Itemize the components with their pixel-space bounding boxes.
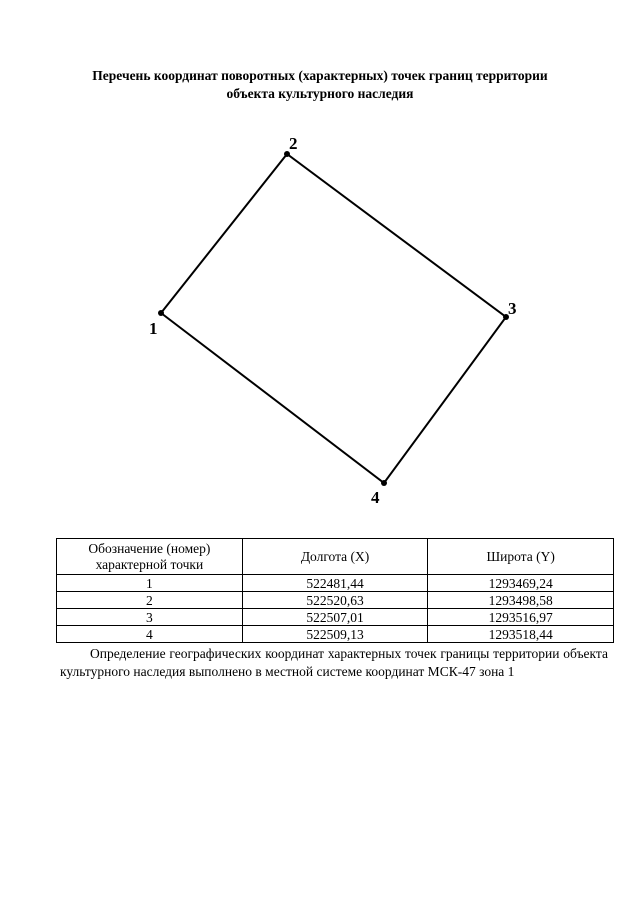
- point-number-cell: 3: [57, 609, 243, 626]
- boundary-point-1-label: 1: [149, 319, 158, 338]
- coordinate-system-note: Определение географических координат характерных точек границы территории объекта культурного наследия выполнено в местной системе координат МСК-47 зона 1: [60, 646, 608, 679]
- boundary-point-3-label: 3: [508, 299, 517, 318]
- boundary-point-4-marker: [381, 480, 387, 486]
- latitude-cell: 1293469,24: [428, 575, 614, 592]
- latitude-cell: 1293518,44: [428, 626, 614, 643]
- longitude-cell: 522509,13: [242, 626, 428, 643]
- latitude-cell: 1293516,97: [428, 609, 614, 626]
- boundary-point-2-label: 2: [289, 134, 298, 153]
- latitude-cell: 1293498,58: [428, 592, 614, 609]
- header-point-designation: Обозначение (номер) характерной точки: [57, 539, 243, 575]
- table-row: [57, 592, 614, 609]
- table-row: [57, 626, 614, 643]
- title-line-1: Перечень координат поворотных (характерных) точек границ территории: [92, 68, 548, 83]
- longitude-cell: 522481,44: [242, 575, 428, 592]
- coordinates-table: [56, 538, 614, 643]
- point-number-cell: 1: [57, 575, 243, 592]
- point-number-cell: 2: [57, 592, 243, 609]
- title-line-2: объекта культурного наследия: [226, 86, 414, 101]
- header-latitude: Широта (Y): [428, 539, 614, 575]
- header-longitude: Долгота (X): [242, 539, 428, 575]
- boundary-point-4-label: 4: [371, 488, 380, 507]
- table-header-row: [57, 539, 614, 575]
- table-row: [57, 575, 614, 592]
- boundary-point-1-marker: [158, 310, 164, 316]
- longitude-cell: 522507,01: [242, 609, 428, 626]
- boundary-polygon: [161, 154, 506, 483]
- longitude-cell: 522520,63: [242, 592, 428, 609]
- point-number-cell: 4: [57, 626, 243, 643]
- table-row: [57, 609, 614, 626]
